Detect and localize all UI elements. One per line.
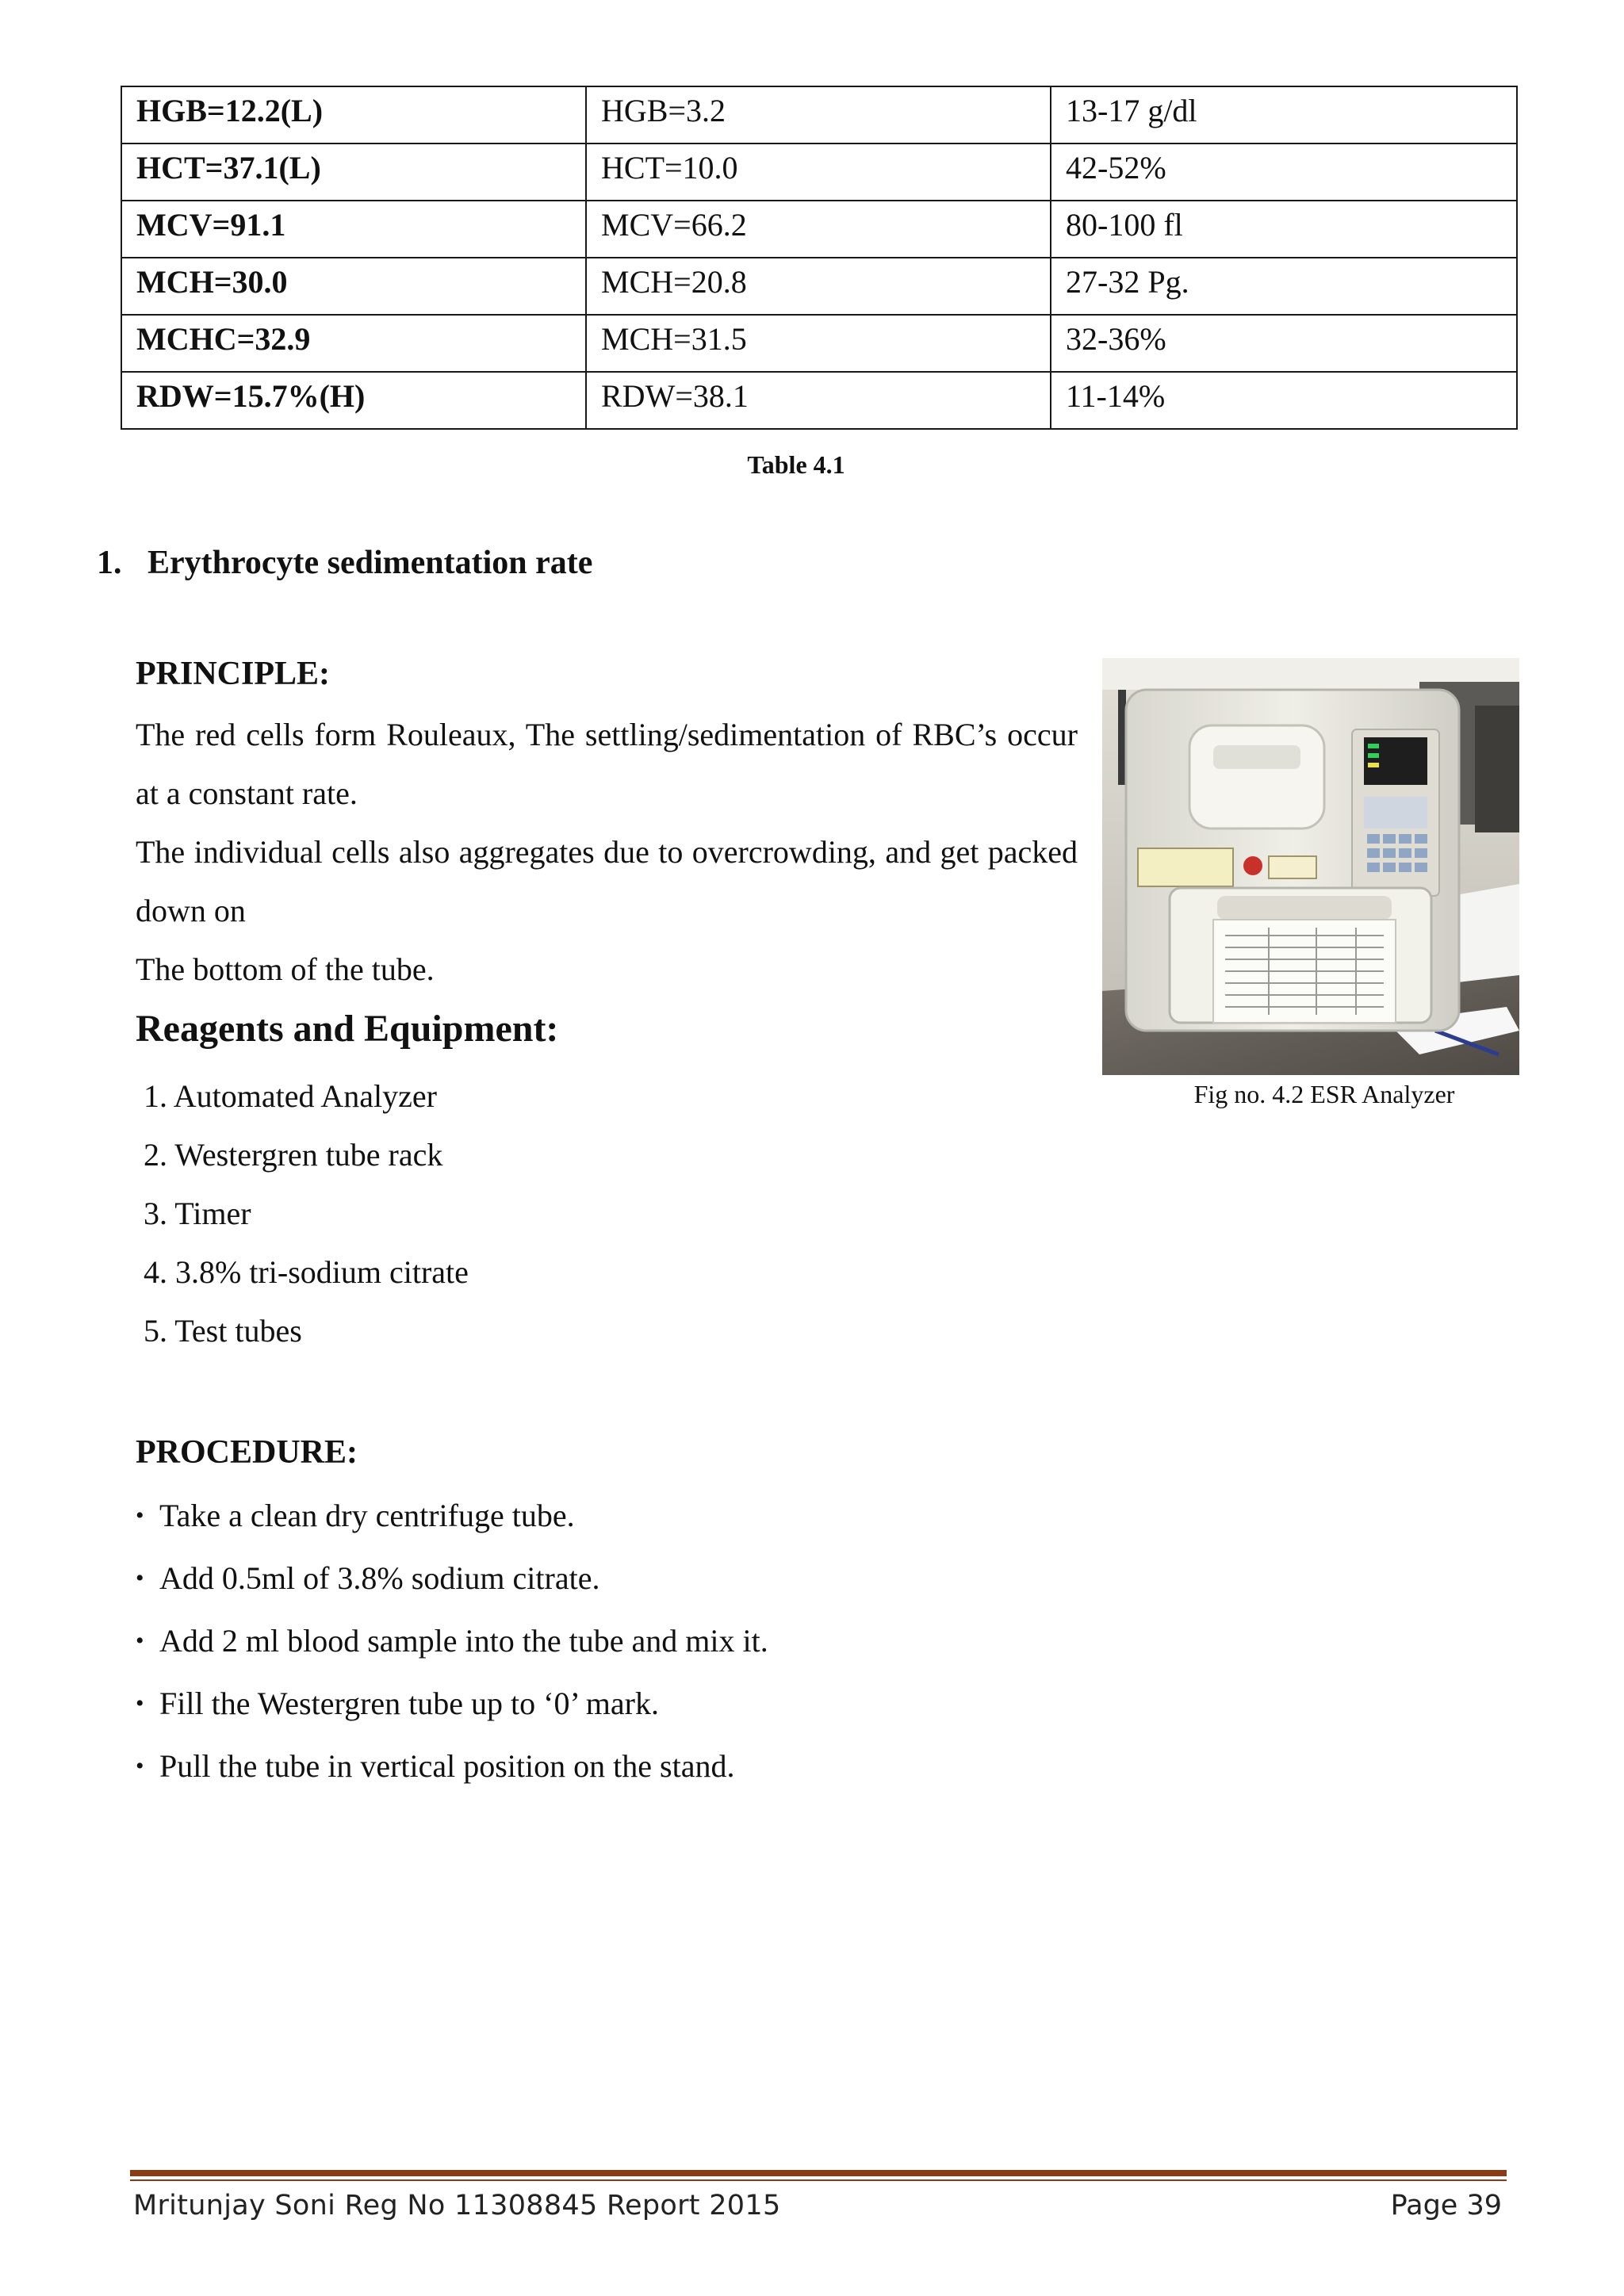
bullet-icon: • <box>136 1628 144 1655</box>
bullet-icon: • <box>136 1690 144 1717</box>
footer-divider <box>130 2179 1507 2181</box>
table-cell: MCH=20.8 <box>586 258 1051 315</box>
table-cell: 80-100 fl <box>1051 201 1517 258</box>
table-row <box>121 201 1517 258</box>
table-cell: 11-14% <box>1051 372 1517 429</box>
section-heading <box>97 544 592 582</box>
reagent-list <box>144 1067 469 1360</box>
table-cell: HGB=3.2 <box>586 86 1051 144</box>
list-item: 2. Westergren tube rack <box>144 1137 443 1173</box>
table-cell: MCH=31.5 <box>586 315 1051 372</box>
principle-paragraph: The individual cells also aggregates due to overcrowding, and get packed down on <box>136 834 1078 928</box>
bullet-icon: • <box>136 1565 144 1592</box>
table-cell: MCV=91.1 <box>121 201 586 258</box>
table-cell: HGB=12.2(L) <box>121 86 586 144</box>
table-row <box>121 86 1517 144</box>
table-cell: 13-17 g/dl <box>1051 86 1517 144</box>
step-text: Add 0.5ml of 3.8% sodium citrate. <box>159 1560 600 1596</box>
footer-author: Mritunjay Soni Reg No 11308845 Report 2015 <box>133 2190 781 2221</box>
table-cell: 42-52% <box>1051 144 1517 201</box>
esr-analyzer-illustration <box>1102 658 1519 1075</box>
section-title: Erythrocyte sedimentation rate <box>147 545 593 581</box>
list-item: 1. Automated Analyzer <box>144 1078 437 1114</box>
table-cell: HCT=37.1(L) <box>121 144 586 201</box>
table-cell: 32-36% <box>1051 315 1517 372</box>
table-cell: HCT=10.0 <box>586 144 1051 201</box>
table-cell: 27-32 Pg. <box>1051 258 1517 315</box>
step-text: Pull the tube in vertical position on the stand. <box>159 1748 735 1784</box>
list-item <box>136 1484 768 1547</box>
list-item <box>136 1547 768 1609</box>
lab-values-table <box>121 86 1518 430</box>
table-cell: MCH=30.0 <box>121 258 586 315</box>
table-row <box>121 144 1517 201</box>
principle-paragraph: The bottom of the tube. <box>136 951 435 987</box>
esr-analyzer-photo <box>1102 658 1519 1075</box>
reagents-heading: Reagents and Equipment: <box>136 1008 559 1050</box>
step-text: Fill the Westergren tube up to ‘0’ mark. <box>159 1686 659 1721</box>
table-cell: MCHC=32.9 <box>121 315 586 372</box>
table-cell: RDW=38.1 <box>586 372 1051 429</box>
table-row <box>121 315 1517 372</box>
table-cell: RDW=15.7%(H) <box>121 372 586 429</box>
bullet-icon: • <box>136 1502 144 1529</box>
procedure-list <box>136 1484 768 1797</box>
procedure-heading: PROCEDURE: <box>136 1434 358 1471</box>
list-item: 4. 3.8% tri-sodium citrate <box>144 1254 469 1290</box>
section-number: 1. <box>97 545 122 581</box>
table-caption: Table 4.1 <box>747 450 845 479</box>
table-row <box>121 372 1517 429</box>
list-item: 5. Test tubes <box>144 1313 302 1349</box>
list-item <box>136 1735 768 1797</box>
step-text: Take a clean dry centrifuge tube. <box>159 1498 575 1533</box>
figure-caption: Fig no. 4.2 ESR Analyzer <box>1193 1080 1455 1108</box>
principle-paragraph: The red cells form Rouleaux, The settling/sedimentation of RBC’s occur at a constant rate. <box>136 717 1078 811</box>
step-text: Add 2 ml blood sample into the tube and mix it. <box>159 1623 768 1659</box>
table-row <box>121 258 1517 315</box>
list-item <box>136 1672 768 1735</box>
principle-body <box>136 706 1078 999</box>
footer-divider <box>130 2170 1507 2176</box>
list-item <box>136 1609 768 1672</box>
principle-heading: PRINCIPLE: <box>136 656 331 692</box>
table-cell: MCV=66.2 <box>586 201 1051 258</box>
list-item: 3. Timer <box>144 1196 251 1231</box>
page-number: Page 39 <box>1390 2190 1502 2221</box>
bullet-icon: • <box>136 1753 144 1780</box>
